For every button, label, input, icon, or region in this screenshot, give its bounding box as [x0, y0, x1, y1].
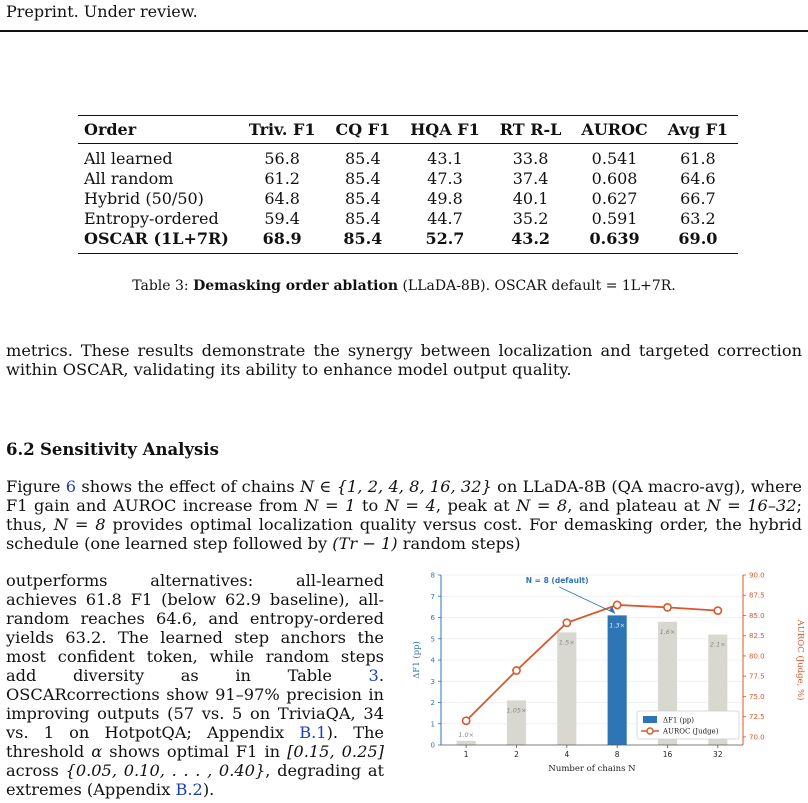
table-row — [78, 189, 738, 209]
row-label: Entropy-ordered — [84, 209, 219, 228]
appendix-ref-link[interactable]: B.1 — [299, 723, 327, 742]
section-title: Sensitivity Analysis — [40, 440, 219, 459]
bar-label: 2.1× — [709, 640, 726, 649]
para-text: shows the effect of chains — [76, 477, 300, 496]
x-axis-label: Number of chains N — [548, 764, 636, 774]
annotation-text: N = 8 (default) — [525, 576, 589, 585]
table-row — [78, 144, 738, 170]
y-axis-label-left: ΔF1 (pp) — [412, 641, 422, 679]
y-axis-label-right: AUROC (Judge, %) — [795, 619, 805, 701]
bar — [557, 632, 576, 745]
col-header: HQA F1 — [410, 120, 480, 139]
table-cell: 85.4 — [345, 209, 381, 228]
left-tick-label: 3 — [430, 677, 435, 686]
legend-swatch-point — [647, 728, 653, 734]
bar — [608, 615, 627, 745]
right-tick-label: 77.5 — [749, 672, 765, 681]
table-row — [78, 169, 738, 189]
figure-ref-link[interactable]: 6 — [65, 477, 77, 496]
caption-smallcaps: SCAR — [505, 278, 547, 294]
right-tick-label: 85.0 — [749, 611, 765, 620]
math-expression: α — [91, 742, 103, 761]
para-text: , degrading at extremes (Appendix — [6, 761, 384, 799]
col-header: AUROC — [581, 120, 648, 139]
table-cell: 47.3 — [427, 169, 463, 188]
paragraph-sensitivity — [6, 477, 802, 553]
x-tick-label: 4 — [564, 750, 570, 759]
legend-swatch-bar — [643, 716, 657, 723]
running-header: Preprint. Under review. — [6, 2, 198, 21]
para-text: ; thus, — [6, 496, 803, 534]
para-text: on LLaDA-8B (QA macro-avg), where F1 gain and AUROC increase from — [6, 477, 802, 515]
col-header: Triv. F1 — [248, 120, 316, 139]
auroc-point — [664, 604, 671, 611]
table-cell: 64.8 — [264, 189, 300, 208]
para-smallcaps: SCAR — [75, 360, 124, 379]
table-cell: 0.541 — [591, 149, 638, 168]
caption-prefix: Table 3: — [132, 278, 194, 294]
table-cell: 64.6 — [680, 169, 716, 188]
bar-label: 1.0× — [458, 730, 475, 739]
table-cell: 85.4 — [343, 229, 383, 248]
caption-bold: Demasking order ablation — [193, 278, 398, 294]
col-header: RT R-L — [499, 120, 562, 139]
left-tick-label: 4 — [430, 656, 435, 665]
header-rule — [0, 30, 808, 32]
para-text: Figure — [6, 477, 66, 496]
auroc-point — [513, 667, 520, 674]
math-expression: N = 1 — [304, 496, 356, 515]
x-tick-label: 1 — [463, 750, 469, 759]
right-tick-label: 80.0 — [749, 652, 765, 661]
table-cell: 40.1 — [512, 189, 549, 208]
table-cell: 43.1 — [427, 149, 463, 168]
para-text: ). The threshold — [6, 723, 384, 761]
table-cell: 85.4 — [345, 149, 381, 168]
paragraph-metrics — [6, 341, 802, 379]
para-text: across — [6, 761, 66, 780]
table-cell: 59.4 — [264, 209, 300, 228]
legend-label-line: AUROC (Judge) — [663, 727, 719, 736]
para-text: . O — [6, 666, 384, 704]
table-row — [78, 229, 738, 254]
chains-figure — [405, 565, 805, 787]
row-label: Hybrid (50/50) — [84, 189, 204, 208]
table-cell: 43.2 — [511, 229, 551, 248]
left-tick-label: 8 — [430, 571, 435, 580]
table-cell: 0.627 — [591, 189, 638, 208]
paragraph-wrapped — [6, 571, 384, 799]
table-cell: 44.7 — [427, 209, 463, 228]
annotation-arrow — [559, 587, 615, 613]
auroc-point — [714, 607, 721, 614]
row-label: All random — [84, 169, 174, 188]
bar — [457, 741, 476, 745]
x-tick-label: 8 — [614, 750, 620, 759]
para-smallcaps: SCAR — [19, 685, 67, 704]
table-cell: 66.7 — [680, 189, 716, 208]
left-tick-label: 6 — [430, 614, 435, 622]
caption-text: (LLaDA-8B). O — [398, 278, 506, 294]
right-tick-label: 82.5 — [749, 632, 765, 641]
table-ref-link[interactable]: 3 — [368, 666, 379, 685]
para-text-end: , validating its ability to enhance model output quality. — [123, 360, 572, 379]
table-cell: 56.8 — [264, 149, 300, 168]
para-text: outperforms alternatives: all-learned achieves 61.8 F1 (below 62.9 baseline), all-random reaches 64.6, and entropy-ordered yields 63.2. The learned step anchors the most confident token, while random steps add diversity as in Table — [6, 571, 384, 685]
table-cell: 85.4 — [345, 189, 381, 208]
math-expression: N = 8 — [53, 515, 106, 534]
right-tick-label: 75.0 — [749, 692, 765, 701]
auroc-line — [466, 605, 718, 721]
auroc-point — [563, 619, 570, 626]
table-cell: 61.2 — [264, 169, 300, 188]
appendix-ref-link[interactable]: B.2 — [175, 780, 203, 799]
para-text: , peak at — [435, 496, 517, 515]
table-cell: 37.4 — [512, 169, 549, 188]
para-text: ). — [202, 780, 215, 799]
math-expression: N = 8 — [516, 496, 568, 515]
col-header: Avg F1 — [667, 120, 729, 139]
para-text: random steps) — [397, 534, 521, 553]
ablation-table — [78, 115, 738, 254]
table-cell: 0.608 — [591, 169, 638, 188]
para-text: to — [355, 496, 385, 515]
table-row — [78, 209, 738, 229]
table-cell: 33.8 — [512, 149, 549, 168]
legend-label-bar: ΔF1 (pp) — [663, 716, 695, 725]
bar-label: 1.05× — [506, 706, 527, 715]
table-cell: 49.8 — [427, 189, 463, 208]
row-label: All learned — [84, 149, 173, 168]
chains-chart — [405, 565, 805, 787]
auroc-point — [463, 717, 470, 724]
math-expression: N ∈ {1, 2, 4, 8, 16, 32} — [299, 477, 492, 496]
left-tick-label: 0 — [430, 741, 435, 750]
para-text: provides optimal localization quality versus cost. For demasking order, the hybrid schedule (one learned step followed by — [6, 515, 802, 553]
table-caption — [0, 278, 808, 294]
table-cell: 0.639 — [589, 229, 640, 248]
math-expression: N = 16–32 — [706, 496, 797, 515]
math-expression: N = 4 — [384, 496, 436, 515]
para-text: , and plateau at — [567, 496, 707, 515]
right-tick-label: 72.5 — [749, 713, 765, 722]
table-cell: 69.0 — [678, 229, 718, 248]
section-number: 6.2 — [6, 440, 35, 459]
table-header-row — [78, 116, 738, 144]
para-text: corrections show 91–97% precision in improving outputs (57 vs. 5 on TriviaQA, 34 vs. 1 on HotpotQA; Appendix — [6, 685, 384, 742]
bar-label: 1.5× — [558, 638, 575, 647]
left-tick-label: 1 — [430, 720, 435, 729]
math-expression: [0.15, 0.25] — [287, 742, 384, 761]
table-cell: 63.2 — [680, 209, 716, 228]
auroc-point — [614, 601, 621, 608]
col-header: CQ F1 — [335, 120, 391, 139]
table-cell: 85.4 — [345, 169, 381, 188]
x-tick-label: 32 — [713, 750, 723, 759]
right-tick-label: 90.0 — [749, 571, 765, 580]
right-tick-label: 70.0 — [749, 733, 765, 742]
col-header: Order — [84, 120, 137, 139]
table-cell: 35.2 — [512, 209, 549, 228]
bar-label: 1.6× — [659, 627, 676, 636]
para-text: metrics. These results demonstrate the synergy between localization and targeted correction within O — [6, 341, 802, 379]
math-expression: (Tr − 1) — [332, 534, 398, 553]
left-tick-label: 2 — [430, 699, 435, 707]
table-cell: 52.7 — [425, 229, 465, 248]
table-cell: 68.9 — [262, 229, 302, 248]
math-expression: {0.05, 0.10, . . . , 0.40} — [65, 761, 266, 780]
caption-text-end: default = 1L+7R. — [546, 278, 676, 294]
x-tick-label: 2 — [514, 750, 519, 759]
left-tick-label: 5 — [430, 635, 435, 644]
x-tick-label: 16 — [662, 750, 673, 759]
table-cell: 61.8 — [680, 149, 716, 168]
right-tick-label: 87.5 — [749, 591, 765, 600]
row-label: OSCAR (1L+7R) — [84, 229, 229, 248]
bar-label: 1.3× — [609, 621, 626, 630]
section-heading — [6, 440, 219, 459]
left-tick-label: 7 — [430, 592, 435, 601]
para-text: shows optimal F1 in — [102, 742, 288, 761]
table-cell: 0.591 — [591, 209, 638, 228]
